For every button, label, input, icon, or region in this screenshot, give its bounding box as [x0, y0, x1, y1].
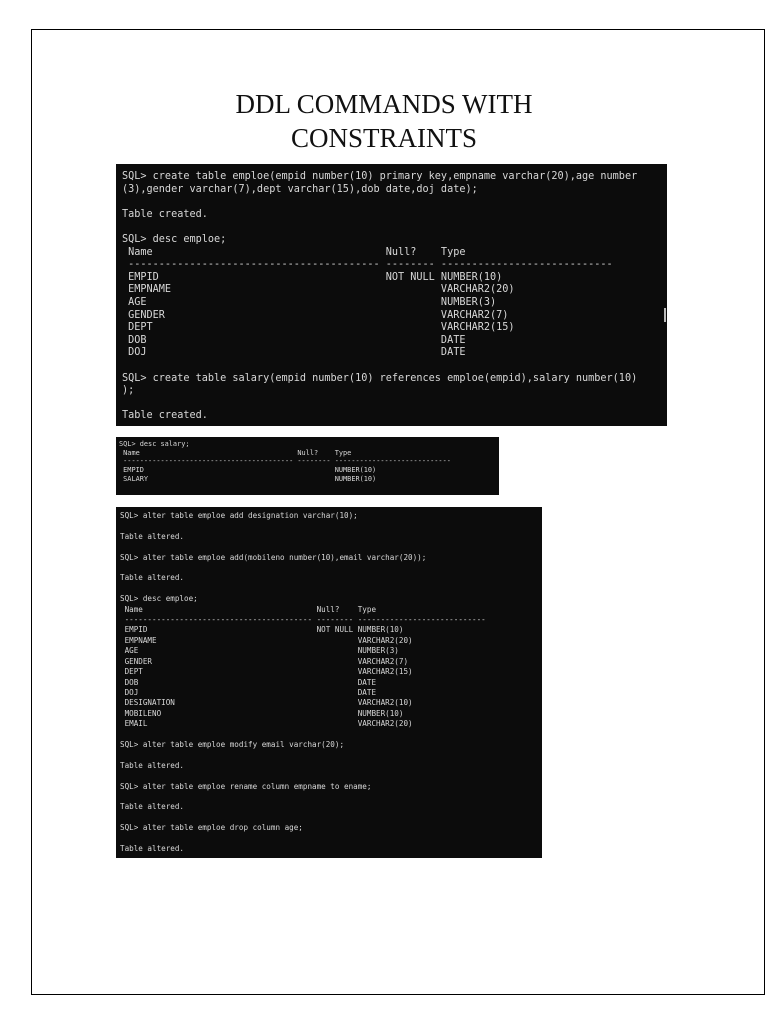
terminal-line: Table altered.: [120, 760, 185, 770]
terminal-line: DOJ DATE: [122, 347, 466, 359]
terminal-line: [120, 771, 542, 781]
terminal-line: SQL> alter table emploe rename column empname to ename;: [120, 781, 372, 791]
terminal-line: Table altered.: [120, 844, 185, 853]
terminal-line: GENDER VARCHAR2(7): [122, 309, 509, 321]
terminal-line: [120, 521, 542, 531]
terminal-screenshot-desc-salary: [116, 437, 499, 495]
terminal-line: [120, 730, 542, 740]
terminal-line: [122, 360, 667, 373]
terminal-line: [120, 813, 542, 823]
terminal-line: DOB DATE: [120, 677, 377, 687]
terminal-screenshot-create-tables: [116, 164, 667, 426]
terminal-line: [120, 792, 542, 802]
terminal-line: EMPNAME VARCHAR2(20): [120, 635, 413, 645]
terminal-line: SQL> desc emploe;: [122, 233, 227, 245]
terminal-line: SQL> desc emploe;: [120, 594, 198, 604]
terminal-line: Table altered.: [120, 531, 185, 541]
terminal-line: ----------------------------------------- -------- ----------------------------: [120, 615, 486, 625]
terminal-line: [122, 398, 667, 411]
terminal-line: MOBILENO NUMBER(10): [120, 708, 404, 718]
terminal-line: DESIGNATION VARCHAR2(10): [120, 698, 413, 708]
page-title-line-1: DDL COMMANDS WITH: [235, 89, 533, 119]
terminal-line: EMPNAME VARCHAR2(20): [122, 284, 515, 296]
terminal-line: SALARY NUMBER(10): [119, 474, 377, 483]
terminal-line: Name Null? Type: [122, 246, 466, 258]
terminal-line: GENDER VARCHAR2(7): [120, 656, 409, 666]
terminal-screenshot-alter-table: [116, 507, 542, 858]
terminal-line: ----------------------------------------- -------- ----------------------------: [122, 259, 613, 271]
terminal-line: DEPT VARCHAR2(15): [120, 667, 413, 677]
terminal-line: SQL> create table emploe(empid number(10) primary key,empname varchar(20),age number: [122, 171, 638, 182]
terminal-line: SQL> create table salary(empid number(10) references emploe(empid),salary number(10): [122, 372, 638, 384]
terminal-line: EMPID NOT NULL NUMBER(10): [120, 625, 404, 635]
terminal-line: DOJ DATE: [120, 687, 377, 697]
terminal-line: [120, 750, 542, 760]
terminal-line: [122, 221, 667, 234]
terminal-line: [120, 542, 542, 552]
terminal-line: Table altered.: [120, 573, 185, 583]
terminal-line: ----------------------------------------- -------- ----------------------------: [119, 457, 451, 466]
terminal-line: EMAIL VARCHAR2(20): [120, 719, 413, 729]
page-title-line-2: CONSTRAINTS: [290, 123, 478, 153]
terminal-line: SQL> desc salary;: [119, 440, 190, 448]
terminal-line: SQL> alter table emploe modify email varchar(20);: [120, 739, 345, 749]
terminal-line: AGE NUMBER(3): [122, 296, 497, 308]
terminal-line: EMPID NUMBER(10): [119, 466, 377, 475]
terminal-line: );: [122, 385, 135, 397]
terminal-line: Table altered.: [120, 802, 185, 812]
terminal-line: SQL> alter table emploe add(mobileno number(10),email varchar(20));: [120, 552, 427, 562]
terminal-line: AGE NUMBER(3): [120, 646, 399, 656]
terminal-line: DEPT VARCHAR2(15): [122, 322, 515, 334]
terminal-line: SQL> alter table emploe drop column age;: [120, 823, 303, 833]
terminal-line: Name Null? Type: [120, 604, 377, 614]
terminal-line: Name Null? Type: [119, 448, 352, 457]
scrollbar-thumb: [664, 308, 666, 322]
terminal-line: [120, 563, 542, 573]
terminal-line: [120, 834, 542, 844]
terminal-line: Table created.: [122, 208, 208, 220]
terminal-line: Table created.: [122, 410, 208, 422]
terminal-line: EMPID NOT NULL NUMBER(10): [122, 271, 503, 283]
terminal-line: [122, 196, 667, 209]
terminal-line: [120, 584, 542, 594]
terminal-line: SQL> alter table emploe add designation varchar(10);: [120, 511, 358, 520]
terminal-line: DOB DATE: [122, 334, 466, 346]
terminal-line: (3),gender varchar(7),dept varchar(15),dob date,doj date);: [122, 183, 478, 195]
